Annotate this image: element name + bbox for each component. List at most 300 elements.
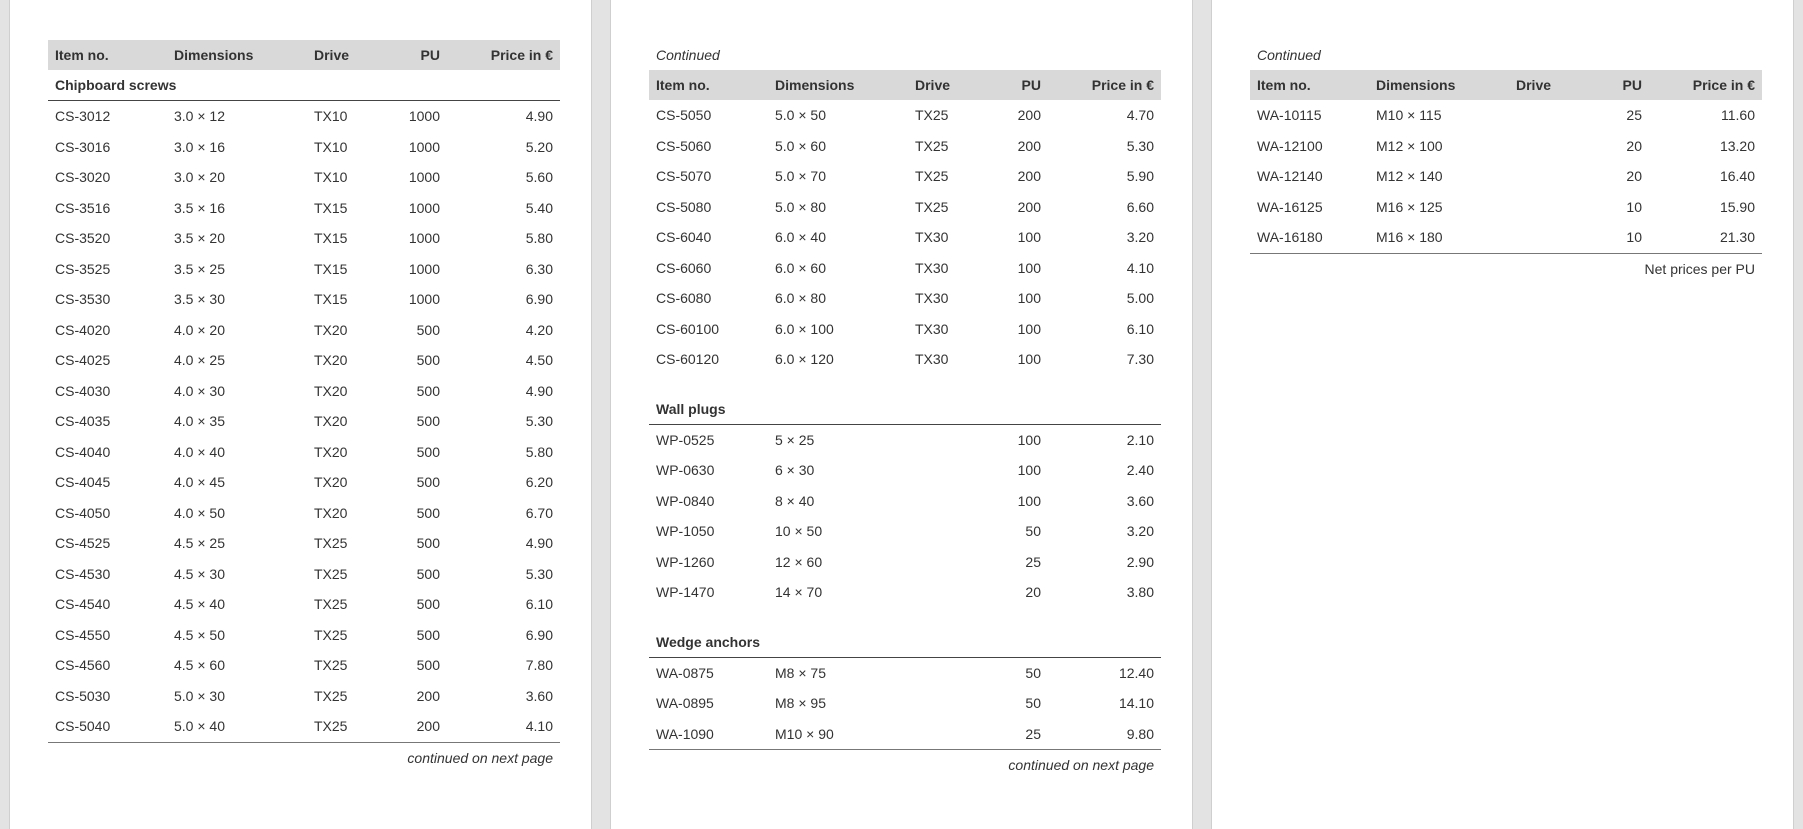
header-dimensions: Dimensions [167, 40, 307, 70]
price-cell: 6.70 [525, 504, 553, 521]
price-cell: 5.00 [1126, 290, 1154, 307]
pu-cell: 1000 [408, 291, 440, 308]
drive-cell: TX15 [314, 199, 348, 216]
item-no-cell: CS-4050 [55, 504, 111, 521]
price-cell: 3.20 [1126, 523, 1154, 540]
item-no-cell: WP-1470 [656, 584, 715, 601]
drive-cell: TX15 [314, 291, 348, 308]
price-cell: 2.10 [1126, 431, 1154, 448]
table-row [649, 719, 1161, 750]
dimensions-cell: 5.0 × 50 [775, 107, 826, 124]
price-cell: 7.30 [1126, 351, 1154, 368]
table-row [48, 376, 560, 407]
item-no-cell: CS-5060 [656, 137, 712, 154]
item-no-cell: WP-0630 [656, 462, 715, 479]
pu-cell: 20 [1626, 137, 1642, 154]
price-cell: 6.20 [525, 474, 553, 491]
price-cell: 4.90 [525, 382, 553, 399]
dimensions-cell: M10 × 115 [1376, 107, 1442, 124]
drive-cell: TX25 [314, 626, 348, 643]
pu-cell: 500 [416, 535, 440, 552]
dimensions-cell: 3.0 × 16 [174, 138, 225, 155]
continued-label: Continued [1257, 47, 1321, 63]
dimensions-cell: 5.0 × 30 [174, 687, 225, 704]
price-cell: 12.40 [1118, 664, 1154, 681]
item-no-cell: CS-6060 [656, 259, 712, 276]
pu-cell: 500 [416, 443, 440, 460]
continued-next-note: continued on next page [407, 749, 553, 766]
header-item-no: Item no. [1250, 70, 1369, 100]
price-cell: 4.90 [525, 108, 553, 125]
table-row [649, 688, 1161, 719]
price-cell: 13.20 [1719, 137, 1755, 154]
table-row [649, 547, 1161, 578]
item-no-cell: CS-4540 [55, 596, 111, 613]
price-cell: 21.30 [1649, 222, 1762, 253]
pu-cell: 100 [1017, 229, 1041, 246]
pu-cell: 1000 [408, 199, 440, 216]
drive-cell: TX10 [314, 138, 348, 155]
drive-cell: TX25 [314, 596, 348, 613]
drive-cell: TX25 [915, 198, 949, 215]
drive-cell: TX20 [314, 321, 348, 338]
header-price: Price in € [1048, 70, 1161, 100]
table-row [48, 650, 560, 681]
item-no-cell: CS-4045 [55, 474, 111, 491]
price-table-sheet [1250, 40, 1762, 277]
drive-cell: TX25 [314, 565, 348, 582]
pu-cell: 20 [1025, 584, 1041, 601]
item-no-cell: CS-3020 [55, 169, 111, 186]
item-no-cell: CS-5080 [656, 198, 712, 215]
table-row [48, 498, 560, 529]
table-row [48, 315, 560, 346]
pu-cell: 200 [387, 711, 447, 742]
group-heading-wedge-anchors [649, 608, 1161, 658]
group-title: Wall plugs [649, 375, 1161, 425]
price-cell: 3.60 [1126, 492, 1154, 509]
item-no-cell: WA-0895 [656, 695, 714, 712]
dimensions-cell: 6.0 × 100 [775, 320, 834, 337]
pu-cell: 50 [1025, 695, 1041, 712]
price-cell: 3.20 [1126, 229, 1154, 246]
pu-cell: 500 [416, 382, 440, 399]
dimensions-cell: 3.5 × 16 [174, 199, 225, 216]
drive-cell [908, 486, 988, 517]
drive-cell: TX30 [915, 229, 949, 246]
price-cell: 6.60 [1126, 198, 1154, 215]
drive-cell [908, 547, 988, 578]
pu-cell: 1000 [408, 108, 440, 125]
table-row [649, 131, 1161, 162]
dimensions-cell: 4.5 × 25 [174, 535, 225, 552]
price-table-sheet [48, 40, 560, 766]
dimensions-cell: 14 × 70 [775, 584, 823, 601]
drive-cell: TX10 [314, 169, 348, 186]
group-heading-chipboard-screws [48, 70, 560, 101]
header-dimensions: Dimensions [1369, 70, 1509, 100]
table-row [48, 193, 560, 224]
price-cell: 6.10 [1126, 320, 1154, 337]
price-cell: 9.80 [1048, 719, 1161, 750]
table-row [1250, 131, 1762, 162]
table-row [48, 101, 560, 132]
dimensions-cell: M8 × 75 [775, 664, 826, 681]
group-heading-wall-plugs [649, 375, 1161, 425]
item-no-cell: CS-6040 [656, 229, 712, 246]
item-no-cell: CS-3516 [55, 199, 111, 216]
dimensions-cell: 10 × 50 [775, 523, 823, 540]
item-no-cell: WA-1090 [649, 719, 768, 750]
pu-cell: 50 [1025, 523, 1041, 540]
item-no-cell: CS-3520 [55, 230, 111, 247]
pu-cell: 500 [416, 413, 440, 430]
drive-cell [908, 516, 988, 547]
pu-cell: 100 [1017, 351, 1041, 368]
drive-cell: TX15 [314, 260, 348, 277]
price-cell: 5.30 [525, 565, 553, 582]
item-no-cell: WP-1050 [656, 523, 715, 540]
item-no-cell: WA-10115 [1257, 107, 1322, 124]
pu-cell: 25 [1626, 107, 1642, 124]
table-header-row [48, 40, 560, 70]
net-prices-note: Net prices per PU [1644, 260, 1755, 277]
dimensions-cell: 4.0 × 35 [174, 413, 225, 430]
drive-cell [908, 657, 988, 688]
item-no-cell: CS-60120 [656, 351, 720, 368]
price-cell: 5.30 [525, 413, 553, 430]
item-no-cell: CS-4550 [55, 626, 111, 643]
price-cell: 5.30 [1126, 137, 1154, 154]
table-row [1250, 222, 1762, 253]
header-pu: PU [1589, 70, 1649, 100]
item-no-cell: CS-4020 [55, 321, 111, 338]
dimensions-cell: M8 × 95 [775, 695, 826, 712]
pu-cell: 10 [1589, 222, 1649, 253]
table-row [48, 132, 560, 163]
drive-cell: TX10 [314, 108, 348, 125]
price-cell: 5.90 [1126, 168, 1154, 185]
header-pu: PU [988, 70, 1048, 100]
dimensions-cell: 3.5 × 25 [174, 260, 225, 277]
table-row [649, 657, 1161, 688]
item-no-cell: CS-60100 [656, 320, 720, 337]
drive-cell [908, 577, 988, 608]
pu-cell: 1000 [408, 169, 440, 186]
price-cell: 4.10 [447, 711, 560, 742]
item-no-cell: WA-12100 [1257, 137, 1323, 154]
table-row [649, 344, 1161, 375]
pu-cell: 100 [1017, 259, 1041, 276]
drive-cell [1509, 161, 1589, 192]
header-item-no: Item no. [48, 40, 167, 70]
price-cell: 2.90 [1126, 553, 1154, 570]
drive-cell [908, 424, 988, 455]
pu-cell: 200 [1017, 168, 1041, 185]
pu-cell: 200 [416, 687, 440, 704]
header-item-no: Item no. [649, 70, 768, 100]
item-no-cell: CS-4035 [55, 413, 111, 430]
table-header-row [649, 70, 1161, 100]
drive-cell: TX15 [314, 230, 348, 247]
price-cell: 3.80 [1126, 584, 1154, 601]
dimensions-cell: M16 × 125 [1376, 198, 1443, 215]
drive-cell: TX25 [307, 711, 387, 742]
item-no-cell: CS-5070 [656, 168, 712, 185]
drive-cell: TX20 [314, 504, 348, 521]
item-no-cell: CS-4560 [55, 657, 111, 674]
item-no-cell: CS-4025 [55, 352, 111, 369]
table-row [649, 455, 1161, 486]
pu-cell: 25 [988, 719, 1048, 750]
drive-cell: TX25 [915, 137, 949, 154]
table-row [48, 467, 560, 498]
price-cell: 4.70 [1126, 107, 1154, 124]
dimensions-cell: 3.0 × 12 [174, 108, 225, 125]
drive-cell: TX30 [915, 351, 949, 368]
item-no-cell: WA-16125 [1257, 198, 1323, 215]
header-dimensions: Dimensions [768, 70, 908, 100]
price-cell: 6.10 [525, 596, 553, 613]
dimensions-cell: 4.0 × 20 [174, 321, 225, 338]
continued-next-note: continued on next page [1008, 757, 1154, 773]
group-title: Wedge anchors [649, 608, 1161, 658]
table-row [649, 222, 1161, 253]
pu-cell: 500 [416, 504, 440, 521]
pu-cell: 100 [1017, 290, 1041, 307]
dimensions-cell: 6.0 × 120 [775, 351, 834, 368]
table-row [48, 681, 560, 712]
drive-cell [908, 688, 988, 719]
dimensions-cell: 5.0 × 80 [775, 198, 826, 215]
drive-cell: TX25 [314, 687, 348, 704]
item-no-cell: CS-3012 [55, 108, 111, 125]
pu-cell: 1000 [408, 260, 440, 277]
price-cell: 6.90 [525, 626, 553, 643]
table-row [649, 192, 1161, 223]
price-cell: 4.10 [1126, 259, 1154, 276]
dimensions-cell: 5.0 × 70 [775, 168, 826, 185]
dimensions-cell: 3.5 × 30 [174, 291, 225, 308]
price-cell: 3.60 [525, 687, 553, 704]
table-row [48, 223, 560, 254]
price-cell: 5.20 [525, 138, 553, 155]
item-no-cell: CS-4525 [55, 535, 111, 552]
pu-cell: 500 [416, 626, 440, 643]
price-table [649, 70, 1161, 750]
table-row [48, 345, 560, 376]
table-row [48, 711, 560, 742]
dimensions-cell: 6.0 × 80 [775, 290, 826, 307]
catalog-page-2 [610, 0, 1193, 829]
pu-cell: 100 [1017, 462, 1041, 479]
drive-cell: TX25 [915, 168, 949, 185]
table-row [649, 161, 1161, 192]
table-row [649, 283, 1161, 314]
item-no-cell: CS-3525 [55, 260, 111, 277]
price-cell: 4.90 [525, 535, 553, 552]
header-price: Price in € [1649, 70, 1762, 100]
price-cell: 5.80 [525, 443, 553, 460]
price-cell: 4.20 [525, 321, 553, 338]
dimensions-cell: 5 × 25 [775, 431, 815, 448]
dimensions-cell: 3.0 × 20 [174, 169, 225, 186]
dimensions-cell: 8 × 40 [775, 492, 815, 509]
drive-cell: TX25 [314, 657, 348, 674]
pu-cell: 100 [1017, 320, 1041, 337]
dimensions-cell: M16 × 180 [1369, 222, 1509, 253]
drive-cell [1509, 192, 1589, 223]
header-price: Price in € [447, 40, 560, 70]
item-no-cell: CS-4530 [55, 565, 111, 582]
table-row [48, 620, 560, 651]
table-row [48, 528, 560, 559]
dimensions-cell: 5.0 × 60 [775, 137, 826, 154]
drive-cell: TX20 [314, 443, 348, 460]
price-cell: 6.30 [525, 260, 553, 277]
table-row [48, 284, 560, 315]
price-cell: 4.50 [525, 352, 553, 369]
continued-label: Continued [656, 47, 720, 63]
price-cell: 15.90 [1719, 198, 1755, 215]
drive-cell [1509, 100, 1589, 131]
dimensions-cell: M12 × 140 [1376, 168, 1443, 185]
price-cell: 5.80 [525, 230, 553, 247]
drive-cell: TX20 [314, 382, 348, 399]
item-no-cell: WP-1260 [656, 553, 715, 570]
price-cell: 16.40 [1719, 168, 1755, 185]
pu-cell: 200 [1017, 137, 1041, 154]
dimensions-cell: 3.5 × 20 [174, 230, 225, 247]
dimensions-cell: 5.0 × 40 [167, 711, 307, 742]
price-cell: 5.60 [525, 169, 553, 186]
item-no-cell: WA-0875 [656, 664, 714, 681]
drive-cell: TX30 [915, 290, 949, 307]
dimensions-cell: 12 × 60 [775, 553, 823, 570]
catalog-page-1 [9, 0, 592, 829]
group-title: Chipboard screws [48, 70, 560, 101]
header-pu: PU [387, 40, 447, 70]
dimensions-cell: 4.0 × 40 [174, 443, 225, 460]
item-no-cell: CS-3530 [55, 291, 111, 308]
table-row [1250, 100, 1762, 131]
pu-cell: 500 [416, 321, 440, 338]
table-row [48, 437, 560, 468]
item-no-cell: WP-0840 [656, 492, 715, 509]
dimensions-cell: M10 × 90 [768, 719, 908, 750]
price-cell: 2.40 [1126, 462, 1154, 479]
table-row [649, 424, 1161, 455]
drive-cell: TX20 [314, 352, 348, 369]
pu-cell: 200 [1017, 198, 1041, 215]
table-row [1250, 161, 1762, 192]
dimensions-cell: 4.0 × 50 [174, 504, 225, 521]
dimensions-cell: 4.0 × 45 [174, 474, 225, 491]
dimensions-cell: 4.5 × 60 [174, 657, 225, 674]
item-no-cell: WP-0525 [656, 431, 715, 448]
pu-cell: 100 [1017, 431, 1041, 448]
drive-cell [908, 719, 988, 750]
drive-cell: TX20 [314, 413, 348, 430]
table-row [649, 486, 1161, 517]
dimensions-cell: 4.0 × 30 [174, 382, 225, 399]
pu-cell: 500 [416, 596, 440, 613]
item-no-cell: CS-5030 [55, 687, 111, 704]
item-no-cell: CS-6080 [656, 290, 712, 307]
pu-cell: 1000 [408, 138, 440, 155]
table-row [48, 406, 560, 437]
pu-cell: 50 [1025, 664, 1041, 681]
pu-cell: 100 [1017, 492, 1041, 509]
table-row [649, 314, 1161, 345]
table-row [649, 577, 1161, 608]
price-table [1250, 70, 1762, 254]
price-cell: 6.90 [525, 291, 553, 308]
pu-cell: 500 [416, 565, 440, 582]
price-cell: 11.60 [1721, 107, 1755, 124]
item-no-cell: CS-5040 [48, 711, 167, 742]
pu-cell: 1000 [408, 230, 440, 247]
item-no-cell: CS-3016 [55, 138, 111, 155]
pu-cell: 20 [1626, 168, 1642, 185]
dimensions-cell: 4.5 × 50 [174, 626, 225, 643]
header-drive: Drive [307, 40, 387, 70]
table-row [1250, 192, 1762, 223]
price-table [48, 40, 560, 743]
price-cell: 7.80 [525, 657, 553, 674]
table-row [649, 253, 1161, 284]
dimensions-cell: 6 × 30 [775, 462, 815, 479]
drive-cell: TX25 [915, 107, 949, 124]
pu-cell: 10 [1626, 198, 1642, 215]
catalog-page-3 [1211, 0, 1794, 829]
item-no-cell: CS-4030 [55, 382, 111, 399]
table-row [48, 254, 560, 285]
item-no-cell: WA-12140 [1257, 168, 1323, 185]
dimensions-cell: M12 × 100 [1376, 137, 1443, 154]
drive-cell: TX30 [915, 259, 949, 276]
pu-cell: 500 [416, 474, 440, 491]
pu-cell: 500 [416, 352, 440, 369]
item-no-cell: WA-16180 [1250, 222, 1369, 253]
dimensions-cell: 4.5 × 40 [174, 596, 225, 613]
header-drive: Drive [1509, 70, 1589, 100]
pu-cell: 500 [416, 657, 440, 674]
dimensions-cell: 6.0 × 40 [775, 229, 826, 246]
drive-cell [908, 455, 988, 486]
drive-cell: TX25 [314, 535, 348, 552]
table-row [48, 559, 560, 590]
table-header-row [1250, 70, 1762, 100]
table-row [48, 589, 560, 620]
item-no-cell: CS-5050 [656, 107, 712, 124]
drive-cell: TX30 [915, 320, 949, 337]
header-drive: Drive [908, 70, 988, 100]
dimensions-cell: 4.0 × 25 [174, 352, 225, 369]
drive-cell [1509, 222, 1589, 253]
table-row [649, 100, 1161, 131]
drive-cell: TX20 [314, 474, 348, 491]
price-cell: 5.40 [525, 199, 553, 216]
table-row [48, 162, 560, 193]
price-cell: 14.10 [1118, 695, 1154, 712]
price-table-sheet [649, 40, 1161, 773]
pu-cell: 200 [1017, 107, 1041, 124]
item-no-cell: CS-4040 [55, 443, 111, 460]
dimensions-cell: 4.5 × 30 [174, 565, 225, 582]
dimensions-cell: 6.0 × 60 [775, 259, 826, 276]
table-row [649, 516, 1161, 547]
